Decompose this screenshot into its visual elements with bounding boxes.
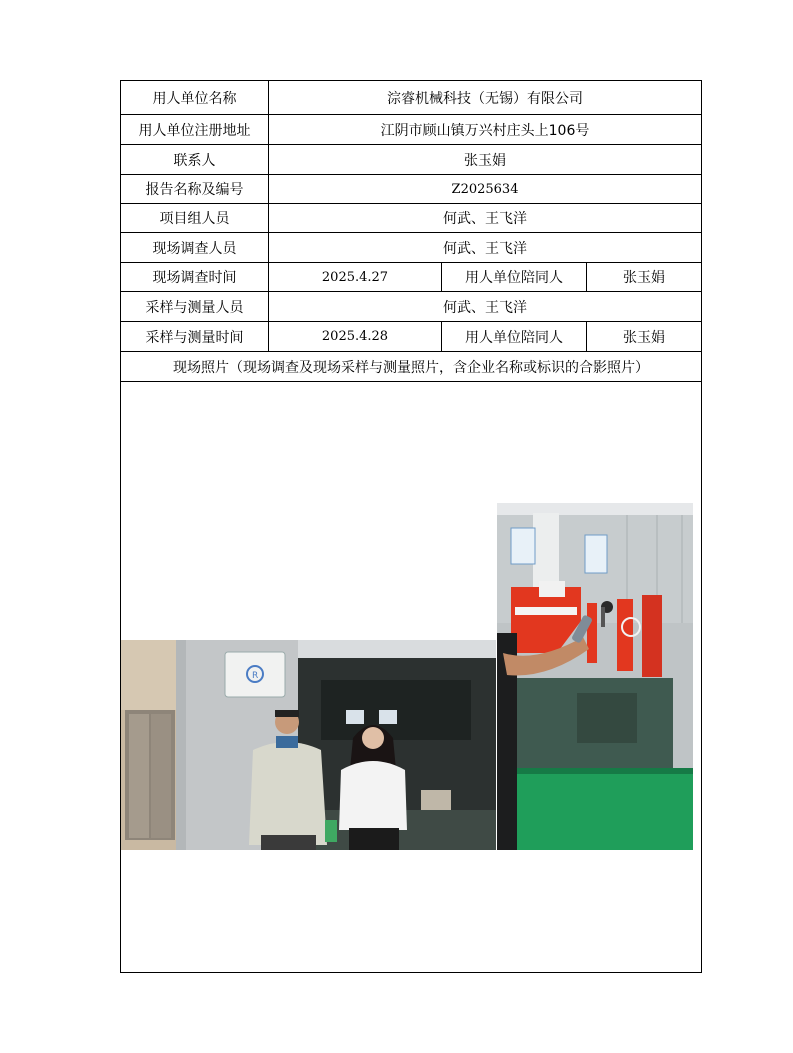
svg-text:R: R bbox=[252, 671, 259, 681]
info-table bbox=[120, 80, 702, 973]
table-row bbox=[121, 322, 701, 352]
sampling-staff: 何武、王飞洋 bbox=[268, 292, 701, 321]
table-row bbox=[121, 81, 701, 115]
accompanying-person: 张玉娟 bbox=[586, 263, 701, 291]
table-row bbox=[121, 115, 701, 145]
photo-section-header: 现场照片（现场调查及现场采样与测量照片，含企业名称或标识的合影照片） bbox=[173, 359, 649, 376]
table-row bbox=[121, 175, 701, 204]
company-name: 淙睿机械科技（无锡）有限公司 bbox=[268, 81, 701, 114]
company-address: 江阴市顾山镇万兴村庄头上106号 bbox=[268, 115, 701, 144]
row-label: 项目组人员 bbox=[159, 211, 230, 227]
row-label: 现场调查时间 bbox=[152, 270, 237, 286]
row-label: 用人单位名称 bbox=[152, 90, 237, 107]
table-row bbox=[121, 292, 701, 322]
table-row bbox=[121, 263, 701, 292]
row-label: 采样与测量时间 bbox=[145, 329, 244, 346]
table-row bbox=[121, 352, 701, 382]
survey-date: 2025.4.27 bbox=[268, 263, 441, 291]
table-row bbox=[121, 145, 701, 175]
table-row bbox=[121, 204, 701, 233]
photo-area bbox=[121, 382, 701, 972]
project-team: 何武、王飞洋 bbox=[268, 204, 701, 232]
report-number: Z2025634 bbox=[268, 175, 701, 203]
sampling-date: 2025.4.28 bbox=[268, 322, 441, 351]
survey-staff: 何武、王飞洋 bbox=[268, 233, 701, 262]
noise-measurement-photo bbox=[497, 503, 693, 850]
accompanying-person: 张玉娟 bbox=[586, 322, 701, 351]
row-label: 采样与测量人员 bbox=[145, 299, 244, 316]
contact-person: 张玉娟 bbox=[268, 145, 701, 174]
factory-entrance-group-photo bbox=[121, 640, 496, 850]
row-label: 用人单位陪同人 bbox=[441, 263, 586, 291]
row-label: 用人单位陪同人 bbox=[441, 322, 586, 351]
row-label: 现场调查人员 bbox=[152, 240, 237, 257]
row-label: 用人单位注册地址 bbox=[138, 122, 251, 139]
table-row bbox=[121, 233, 701, 263]
row-label: 联系人 bbox=[173, 152, 216, 169]
row-label: 报告名称及编号 bbox=[145, 182, 244, 198]
